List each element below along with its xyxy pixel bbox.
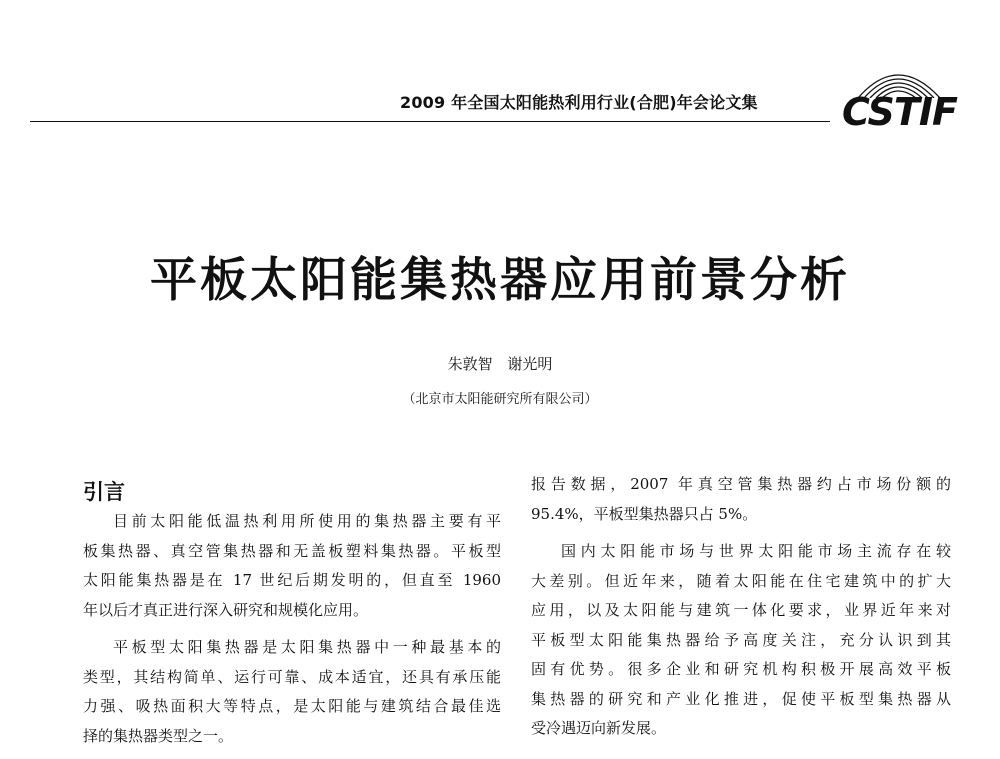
text-line: 报告数据，2007 年真空管集热器约占市场份额的: [531, 475, 951, 493]
text-line: 板集热器、真空管集热器和无盖板塑料集热器。平板型: [83, 541, 501, 560]
text-line: 大差别。但近年来，随着太阳能在住宅建筑中的扩大: [531, 571, 951, 590]
proceedings-header: 2009 年全国太阳能热利用行业(合肥)年会论文集: [400, 93, 758, 112]
paper-title: 平板太阳能集热器应用前景分析: [150, 253, 850, 308]
paragraph: [83, 507, 501, 625]
paragraph: [83, 633, 501, 751]
right-column: [531, 470, 951, 752]
text-line: 国内太阳能市场与世界太阳能市场主流存在较: [561, 542, 951, 560]
section-heading-introduction: 引言: [83, 480, 125, 504]
text-line: 受冷遇迈向新发展。: [531, 719, 667, 737]
text-line: 择的集热器类型之一。: [83, 726, 234, 745]
paragraph: [531, 537, 951, 744]
paragraph: [531, 470, 951, 529]
text-line: 年以后才真正进行深入研究和规模化应用。: [83, 600, 369, 619]
text-line: 类型，其结构简单、运行可靠、成本适宜，还具有承压能: [83, 667, 501, 686]
text-line: 力强、吸热面积大等特点，是太阳能与建筑结合最佳选: [83, 697, 501, 715]
paper-authors: 朱敦智 谢光明: [447, 355, 553, 373]
text-line: 平板型太阳集热器是太阳集热器中一种最基本的: [113, 638, 501, 656]
left-column: [83, 507, 501, 759]
text-line: 集热器的研究和产业化推进，促使平板型集热器从: [531, 689, 951, 708]
text-line: 太阳能集热器是在 17 世纪后期发明的，但直至 1960: [83, 571, 501, 589]
text-line: 应用，以及太阳能与建筑一体化要求，业界近年来对: [531, 601, 951, 619]
text-line: 目前太阳能低温热利用所使用的集热器主要有平: [113, 512, 501, 530]
author-affiliation: （北京市太阳能研究所有限公司）: [402, 392, 598, 407]
text-line: 固有优势。很多企业和研究机构积极开展高效平板: [531, 660, 951, 678]
cstif-logo: [842, 58, 957, 134]
text-line: 平板型太阳能集热器给予高度关注，充分认识到其: [531, 630, 951, 649]
header-divider: [30, 121, 830, 122]
logo-wordmark: CSTIF: [842, 90, 957, 134]
text-line: 95.4%，平板型集热器只占 5%。: [531, 504, 758, 523]
